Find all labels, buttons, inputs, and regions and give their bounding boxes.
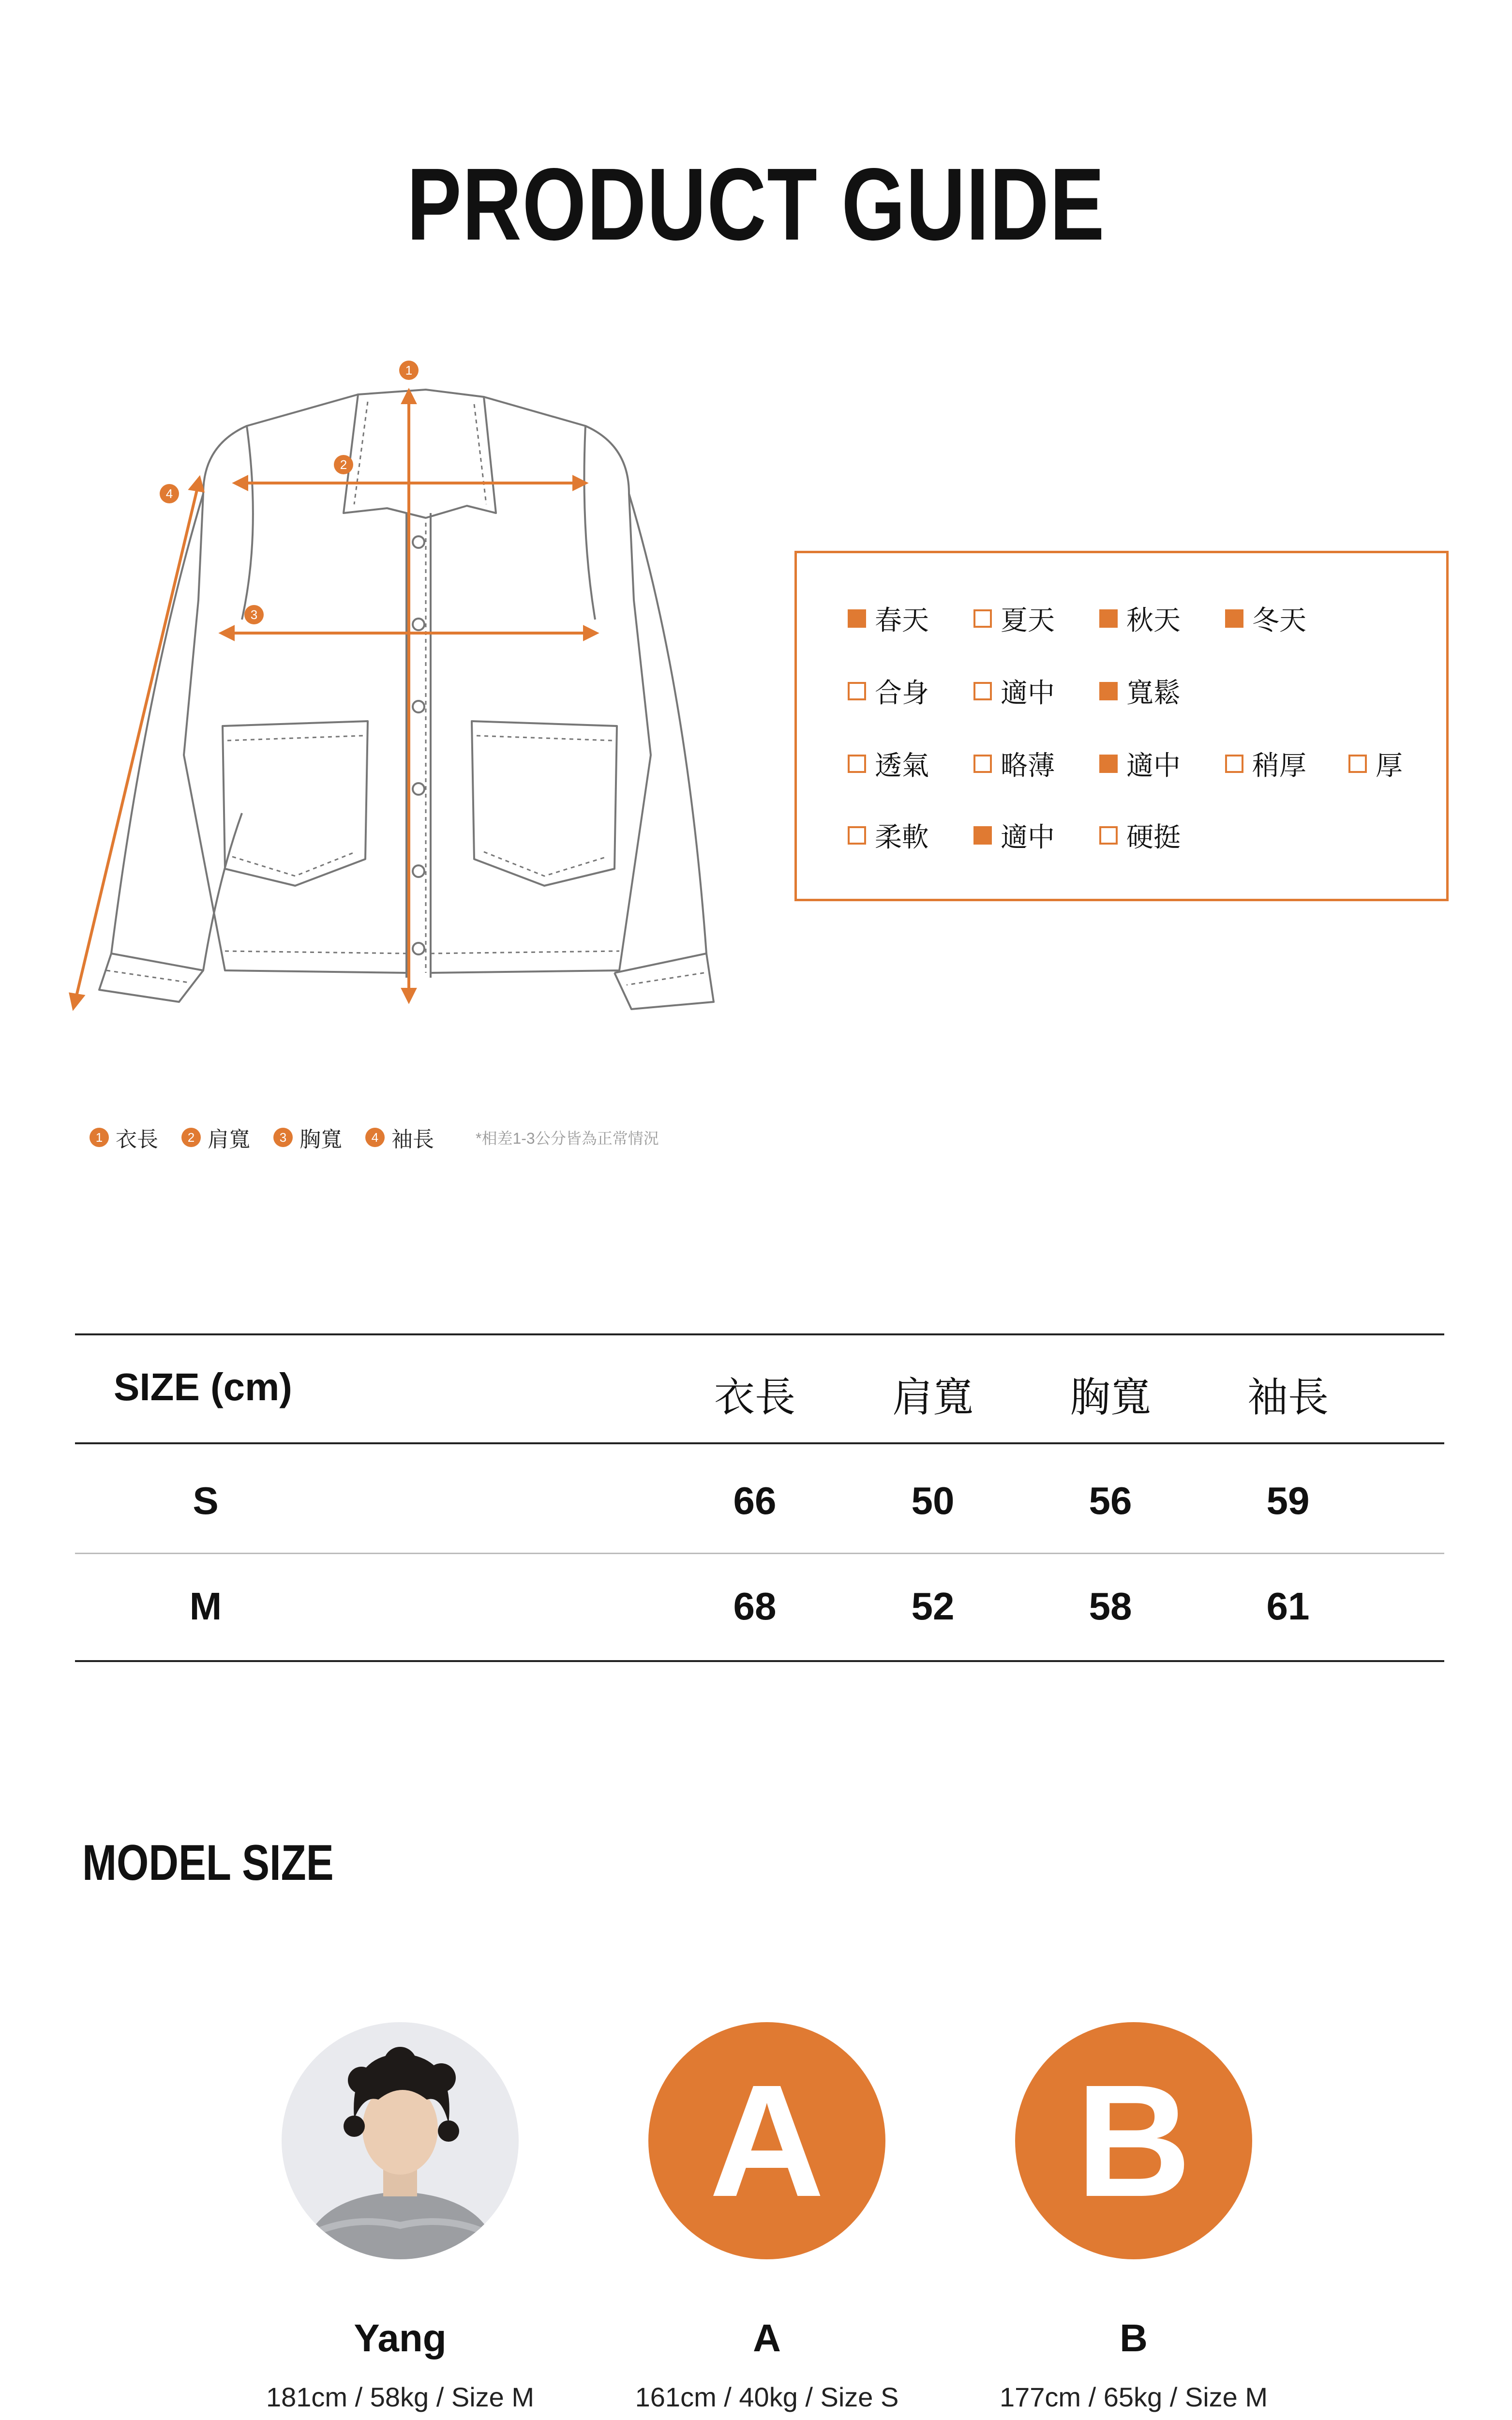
thickness-thin [973,744,1055,783]
feature-label: 稍厚 [1252,750,1306,781]
shoulder-column-header: 肩寬 [892,1375,973,1420]
value-cell: 68 [733,1585,777,1628]
checkbox-icon [973,826,992,845]
model-name: B [1120,2316,1148,2360]
feature-label: 略薄 [1001,750,1055,781]
texture-medium [973,816,1055,855]
checkbox-icon [1099,609,1118,628]
thickness-thick [1348,744,1403,783]
feature-label: 春天 [875,605,929,635]
model-measurements: 181cm / 58kg / Size M [266,2382,534,2412]
legend-label: 衣長 [116,1128,158,1151]
checkbox-icon [1225,609,1243,628]
model-size-heading: MODEL SIZE [82,1835,334,1891]
thickness-thickish [1225,744,1306,783]
value-cell: 61 [1266,1585,1310,1628]
value-cell: 56 [1089,1479,1132,1522]
model-a-badge: A [648,2022,885,2259]
feature-label: 厚 [1376,750,1403,781]
table-header-rule [75,1442,1444,1444]
thickness-medium [1099,744,1181,783]
checkbox-icon [848,682,866,700]
page-title: PRODUCT GUIDE [406,147,1106,261]
fit-regular [973,672,1055,711]
model-name: A [753,2316,781,2360]
feature-label: 合身 [875,678,929,708]
feature-label: 冬天 [1252,605,1306,635]
marker-2-label: 2 [340,457,347,472]
length-column-header: 衣長 [714,1375,795,1420]
legend-label: 袖長 [391,1128,434,1151]
model-name: Yang [354,2316,447,2360]
size-table-header [0,1365,1512,1420]
checkbox-icon [973,755,992,773]
feature-label: 硬挺 [1126,822,1181,852]
marker-4-label: 4 [165,486,173,501]
legend-number: 4 [365,1128,385,1147]
legend-number: 1 [90,1128,109,1147]
checkbox-icon [1099,826,1118,845]
size-cell: M [189,1585,222,1628]
season-summer [973,599,1055,638]
texture-stiff [1099,816,1181,855]
fit-loose [1099,672,1181,711]
legend-item [365,1122,434,1153]
checkbox-icon [1099,755,1118,773]
checkbox-icon [848,755,866,773]
feature-label: 適中 [1001,678,1055,708]
checkbox-icon [973,682,992,700]
feature-label: 秋天 [1126,605,1181,635]
size-cell: S [193,1479,219,1522]
checkbox-icon [848,609,866,628]
size-column-header: SIZE (cm) [114,1365,292,1408]
legend-number: 2 [181,1128,201,1147]
value-cell: 52 [911,1585,955,1628]
feature-panel [794,551,1449,901]
checkbox-icon [1225,755,1243,773]
model-measurements: 177cm / 65kg / Size M [999,2382,1268,2412]
legend-item [181,1122,250,1153]
feature-label: 適中 [1001,822,1055,852]
legend-item [273,1122,342,1153]
legend-label: 肩寬 [208,1128,250,1151]
feature-label: 寬鬆 [1126,678,1181,708]
chest-column-header: 胸寬 [1069,1375,1151,1420]
table-bottom-rule [75,1660,1444,1662]
checkbox-icon [848,826,866,845]
jacket-measurement-diagram [58,348,769,1065]
table-top-rule [75,1333,1444,1335]
feature-label: 柔軟 [875,822,929,852]
value-cell: 59 [1266,1479,1310,1522]
fit-slim [848,672,929,711]
thickness-breathable [848,744,929,783]
table-row [0,1479,1512,1527]
table-row [0,1584,1512,1633]
value-cell: 50 [911,1479,955,1522]
feature-label: 夏天 [1001,605,1055,635]
legend-label: 胸寬 [299,1128,342,1151]
checkbox-icon [1099,682,1118,700]
checkbox-icon [973,609,992,628]
marker-3-label: 3 [250,607,258,622]
table-row-divider [75,1553,1444,1554]
model-photo [282,2022,519,2259]
model-measurements: 161cm / 40kg / Size S [635,2382,899,2412]
legend-number: 3 [273,1128,293,1147]
model-b-badge: B [1015,2022,1252,2259]
texture-soft [848,816,929,855]
checkbox-icon [1348,755,1367,773]
season-winter [1225,599,1306,638]
legend-item [90,1122,158,1153]
sleeve-column-header: 袖長 [1247,1375,1329,1420]
marker-1-label: 1 [405,363,413,378]
season-spring [848,599,929,638]
feature-label: 適中 [1126,750,1181,781]
value-cell: 58 [1089,1585,1132,1628]
tolerance-note: *相差1-3公分皆為正常情況 [476,1130,659,1147]
season-autumn [1099,599,1181,638]
value-cell: 66 [733,1479,777,1522]
feature-label: 透氣 [875,750,929,781]
measurement-legend [90,1120,659,1154]
model-portrait-icon [282,2022,519,2259]
